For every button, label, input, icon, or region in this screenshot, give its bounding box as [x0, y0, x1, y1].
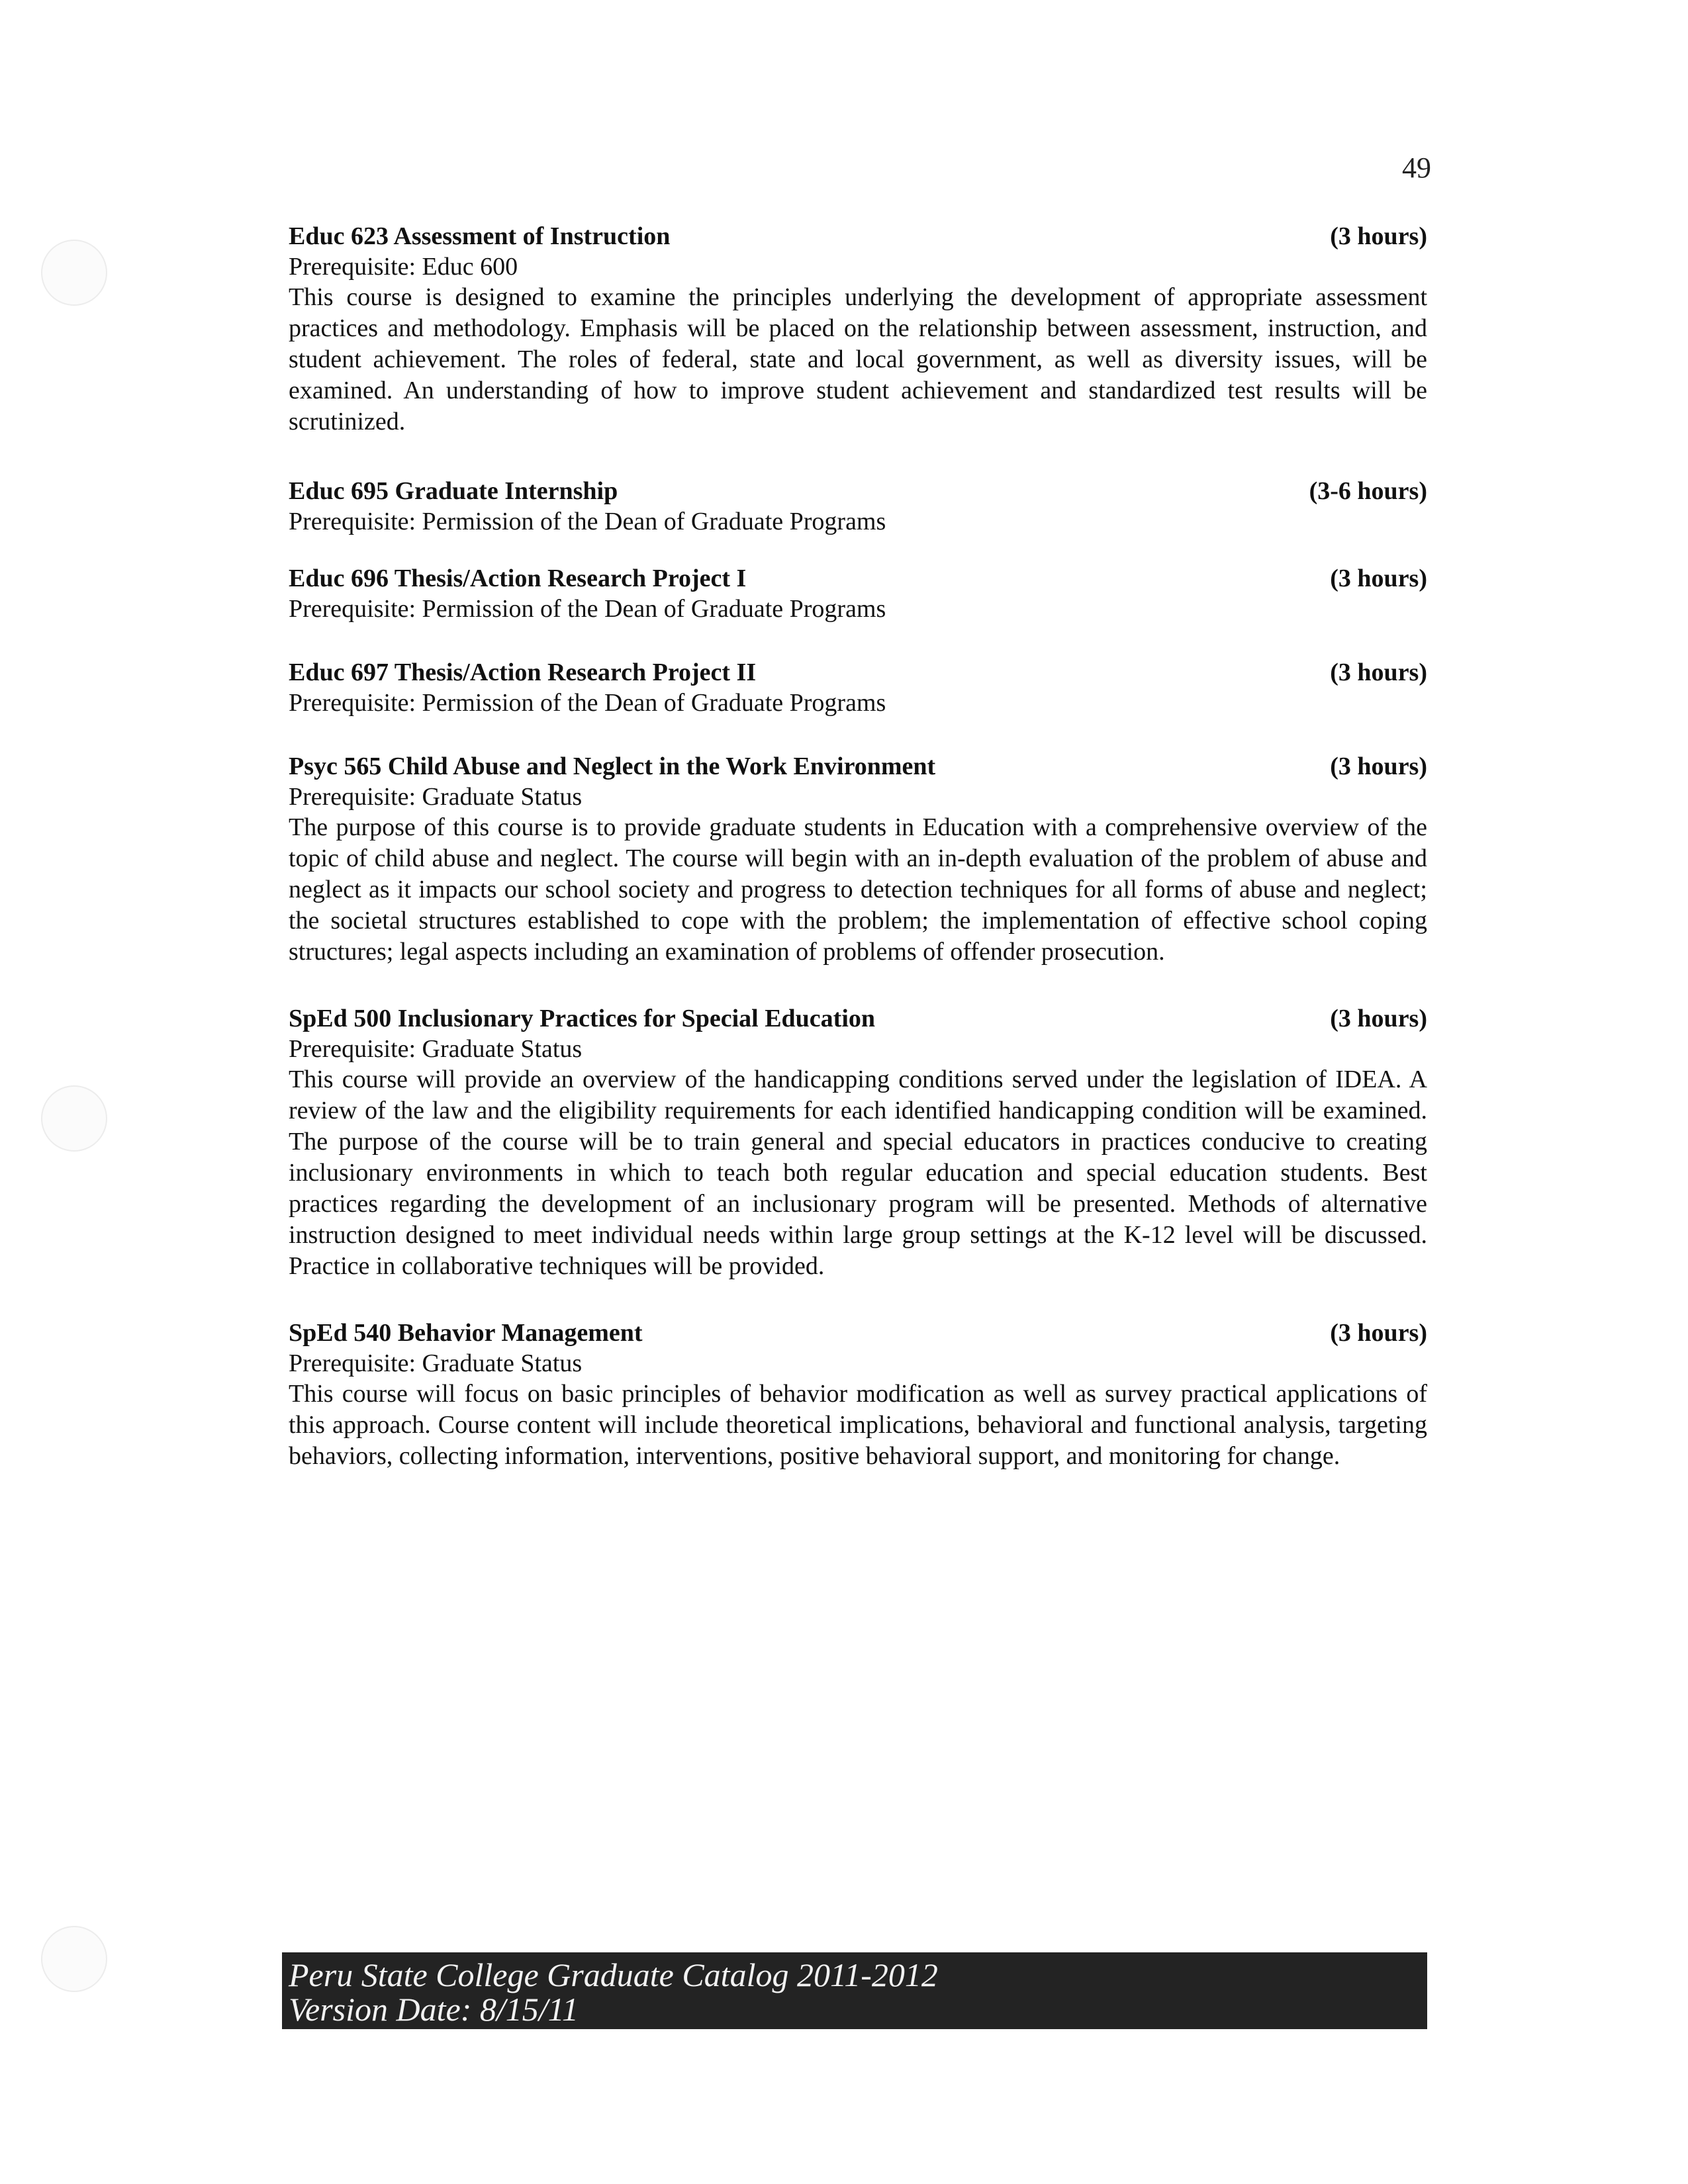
binder-hole — [41, 240, 107, 306]
course-header — [289, 657, 1427, 688]
course-sped-540 — [289, 1318, 1427, 1472]
footer-version-date: Version Date: 8/15/11 — [289, 1991, 579, 2028]
course-title: Educ 697 Thesis/Action Research Project II — [289, 659, 757, 686]
course-description: This course will provide an overview of the handicapping conditions served under the legislation of IDEA. A review of the law and the eligibility requirements for each identified handicapping condition will be examined. The purpose of the course will be to train general and special educators in practices conducive to creating inclusionary environments in which to teach both regular education and special education students. Best practices regarding the development of an inclusionary program will be presented. Methods of alternative instruction designed to meet individual needs within large group settings at the K-12 level will be discussed. Practice in collaborative techniques will be provided. — [289, 1066, 1427, 1280]
course-educ-697 — [289, 657, 1427, 718]
course-title: SpEd 500 Inclusionary Practices for Special Education — [289, 1005, 876, 1032]
course-prerequisite: Prerequisite: Educ 600 — [289, 253, 518, 281]
course-prerequisite: Prerequisite: Graduate Status — [289, 1035, 583, 1063]
course-description: The purpose of this course is to provide graduate students in Education with a comprehensive overview of the topic of child abuse and neglect. The course will begin with an in-depth evaluation of the problem of abuse and neglect as it impacts our school society and progress to detection techniques for all forms of abuse and neglect; the societal structures established to cope with the problem; the implementation of effective school coping structures; legal aspects including an examination of problems of offender prosecution. — [289, 813, 1427, 966]
course-title: SpEd 540 Behavior Management — [289, 1319, 643, 1347]
course-header — [289, 1318, 1427, 1348]
course-prerequisite: Prerequisite: Graduate Status — [289, 1349, 583, 1377]
page-number: 49 — [1402, 152, 1431, 184]
course-hours: (3 hours) — [1330, 752, 1427, 780]
course-header — [289, 1003, 1427, 1034]
course-hours: (3 hours) — [1330, 1005, 1427, 1032]
course-list — [289, 221, 1427, 1506]
course-hours: (3 hours) — [1330, 222, 1427, 250]
course-educ-696 — [289, 563, 1427, 624]
course-prerequisite: Prerequisite: Graduate Status — [289, 783, 583, 811]
course-description: This course will focus on basic principles of behavior modification as well as survey practical applications of this approach. Course content will include theoretical implications, behavioral and functional analysis, targeting behaviors, collecting information, interventions, positive behavioral support, and monitoring for change. — [289, 1380, 1427, 1470]
footer-catalog-title: Peru State College Graduate Catalog 2011-2012 — [289, 1956, 938, 1993]
course-title: Educ 696 Thesis/Action Research Project I — [289, 565, 747, 592]
course-hours: (3 hours) — [1330, 565, 1427, 592]
course-prerequisite: Prerequisite: Permission of the Dean of Graduate Programs — [289, 689, 886, 717]
course-header — [289, 563, 1427, 594]
binder-hole — [41, 1926, 107, 1992]
course-psyc-565 — [289, 751, 1427, 968]
catalog-footer-banner — [282, 1952, 1427, 2029]
course-prerequisite: Prerequisite: Permission of the Dean of Graduate Programs — [289, 508, 886, 535]
course-title: Educ 695 Graduate Internship — [289, 477, 618, 505]
course-educ-623 — [289, 221, 1427, 437]
course-educ-695 — [289, 476, 1427, 537]
course-header — [289, 221, 1427, 251]
course-title: Psyc 565 Child Abuse and Neglect in the Work Environment — [289, 752, 936, 780]
course-header — [289, 751, 1427, 782]
binder-hole — [41, 1085, 107, 1152]
course-hours: (3-6 hours) — [1309, 477, 1427, 505]
course-title: Educ 623 Assessment of Instruction — [289, 222, 671, 250]
course-header — [289, 476, 1427, 506]
course-hours: (3 hours) — [1330, 1319, 1427, 1347]
course-sped-500 — [289, 1003, 1427, 1282]
course-hours: (3 hours) — [1330, 659, 1427, 686]
course-prerequisite: Prerequisite: Permission of the Dean of Graduate Programs — [289, 595, 886, 623]
course-description: This course is designed to examine the principles underlying the development of appropriate assessment practices and methodology. Emphasis will be placed on the relationship between assessment, instruction, and student achievement. The roles of federal, state and local government, as well as diversity issues, will be examined. An understanding of how to improve student achievement and standardized test results will be scrutinized. — [289, 283, 1427, 435]
